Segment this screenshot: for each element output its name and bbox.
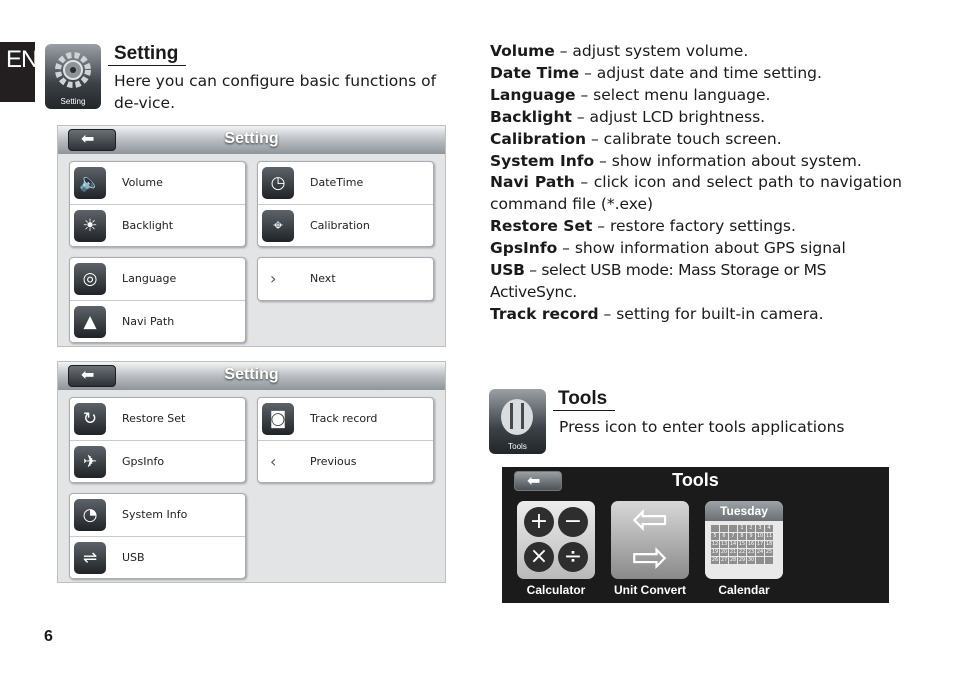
settings-item-label: Restore Set [122,412,186,425]
setting-screen-page-1 [57,125,446,347]
settings-item-system-info[interactable] [70,494,245,536]
arrow-left-icon: ⬅ [527,471,541,490]
description-system-info: System Info – show information about system. [490,151,862,170]
settings-item-volume[interactable] [70,162,245,204]
settings-item-label: Language [122,272,177,285]
previous-page-button[interactable] [258,440,433,483]
description-calibration: Calibration – calibrate touch screen. [490,129,782,148]
description-backlight: Backlight – adjust LCD brightness. [490,107,766,126]
description-track-record: Track record – setting for built-in camera. [490,304,824,323]
description-volume: Volume – adjust system volume. [490,42,749,60]
description-gpsinfo: GpsInfo – show information about GPS signal [490,239,846,258]
arrow-left-icon: ⇦ [631,494,669,545]
tools-app-icon [489,389,546,454]
settings-descriptions [490,41,902,326]
camera-icon: ◙ [262,403,294,435]
dashboard-icon: ◔ [74,499,106,531]
chevron-right-icon: › [270,269,277,288]
settings-item-navi-path[interactable] [70,300,245,343]
usb-icon: ⇌ [74,542,106,574]
screen-title: Setting [224,366,279,383]
arrow-right-icon: ⇨ [631,532,669,583]
sun-icon: ☀ [74,210,106,242]
tools-section-description: Press icon to enter tools applications [559,418,845,436]
speaker-icon: 🔈 [74,167,106,199]
divide-icon: ÷ [558,542,588,572]
tools-screen [502,467,889,603]
settings-item-label: System Info [122,508,188,521]
chevron-left-icon: ‹ [270,452,277,471]
restore-icon: ↻ [74,403,106,435]
settings-panel [69,161,246,247]
plus-icon: + [524,507,554,537]
crosshair-icon: ⌖ [262,210,294,242]
navigation-arrow-icon: ▲ [74,306,106,338]
clock-icon: ◷ [262,167,294,199]
calendar-icon: 1 2 3 4 5 6 7 8 9 10 11 12 13 14 15 16 17 18 19 20 21 22 23 24 25 26 27 28 29 30 [711,525,773,563]
settings-panel [257,161,434,247]
settings-item-label: Next [310,272,336,285]
settings-panel [69,493,246,579]
calculator-label: Calculator [526,583,586,597]
settings-item-datetime[interactable] [258,162,433,204]
calendar-label: Calendar [718,583,770,597]
setting-screen-page-2 [57,361,446,583]
settings-item-usb[interactable] [70,536,245,579]
screen-title: Setting [224,130,279,147]
gear-icon [45,44,101,94]
minus-icon: − [558,507,588,537]
settings-item-label: Previous [310,455,357,468]
unit-convert-app[interactable] [611,494,689,583]
settings-item-backlight[interactable] [70,204,245,247]
screen-title-bar [58,362,445,390]
arrow-left-icon: ⬅ [81,365,95,384]
screen-title: Tools [672,470,719,490]
settings-panel [69,397,246,483]
settings-item-language[interactable] [70,258,245,300]
settings-item-label: USB [122,551,145,564]
settings-panel [69,257,246,343]
settings-item-label: Volume [122,176,163,189]
setting-app-icon [45,44,101,109]
settings-panel [257,397,434,483]
settings-item-calibration[interactable] [258,204,433,247]
settings-item-label: Backlight [122,219,174,232]
tools-section-title: Tools [553,388,615,411]
description-usb: USB – select USB mode: Mass Storage or MS ActiveSync. [490,261,827,301]
arrow-left-icon: ⬅ [81,129,95,148]
globe-icon: ◎ [74,263,106,295]
settings-item-track-record[interactable] [258,398,433,440]
settings-item-label: DateTime [310,176,364,189]
next-page-button[interactable] [258,258,433,300]
tools-icon-label: Tools [508,442,527,451]
calendar-weekday: Tuesday [705,501,783,521]
settings-item-label: Navi Path [122,315,175,328]
description-language: Language – select menu language. [490,85,771,104]
satellite-icon: ✈ [74,446,106,478]
calendar-app[interactable] [705,501,783,579]
screen-title-bar [58,126,445,154]
settings-item-label: Track record [310,412,378,425]
setting-icon-label: Setting [60,97,86,106]
page-number: 6 [44,628,53,645]
multiply-icon: × [524,542,554,572]
settings-item-restore-set[interactable] [70,398,245,440]
description-restore-set: Restore Set – restore factory settings. [490,217,796,236]
unit-convert-label: Unit Convert [614,583,686,597]
settings-item-label: Calibration [310,219,370,232]
settings-item-label: GpsInfo [122,455,165,468]
description-navi-path: Navi Path – click icon and select path to navigation command file (*.exe) [490,173,903,214]
setting-section-title: Setting [108,43,186,66]
settings-item-gpsinfo[interactable] [70,440,245,483]
settings-panel [257,257,434,301]
setting-section-description: Here you can configure basic functions of de-vice. [114,72,437,112]
fork-knife-icon [489,389,546,439]
description-date-time: Date Time – adjust date and time setting. [490,63,822,82]
calculator-app[interactable] [517,501,595,579]
language-tab: EN [0,42,35,102]
